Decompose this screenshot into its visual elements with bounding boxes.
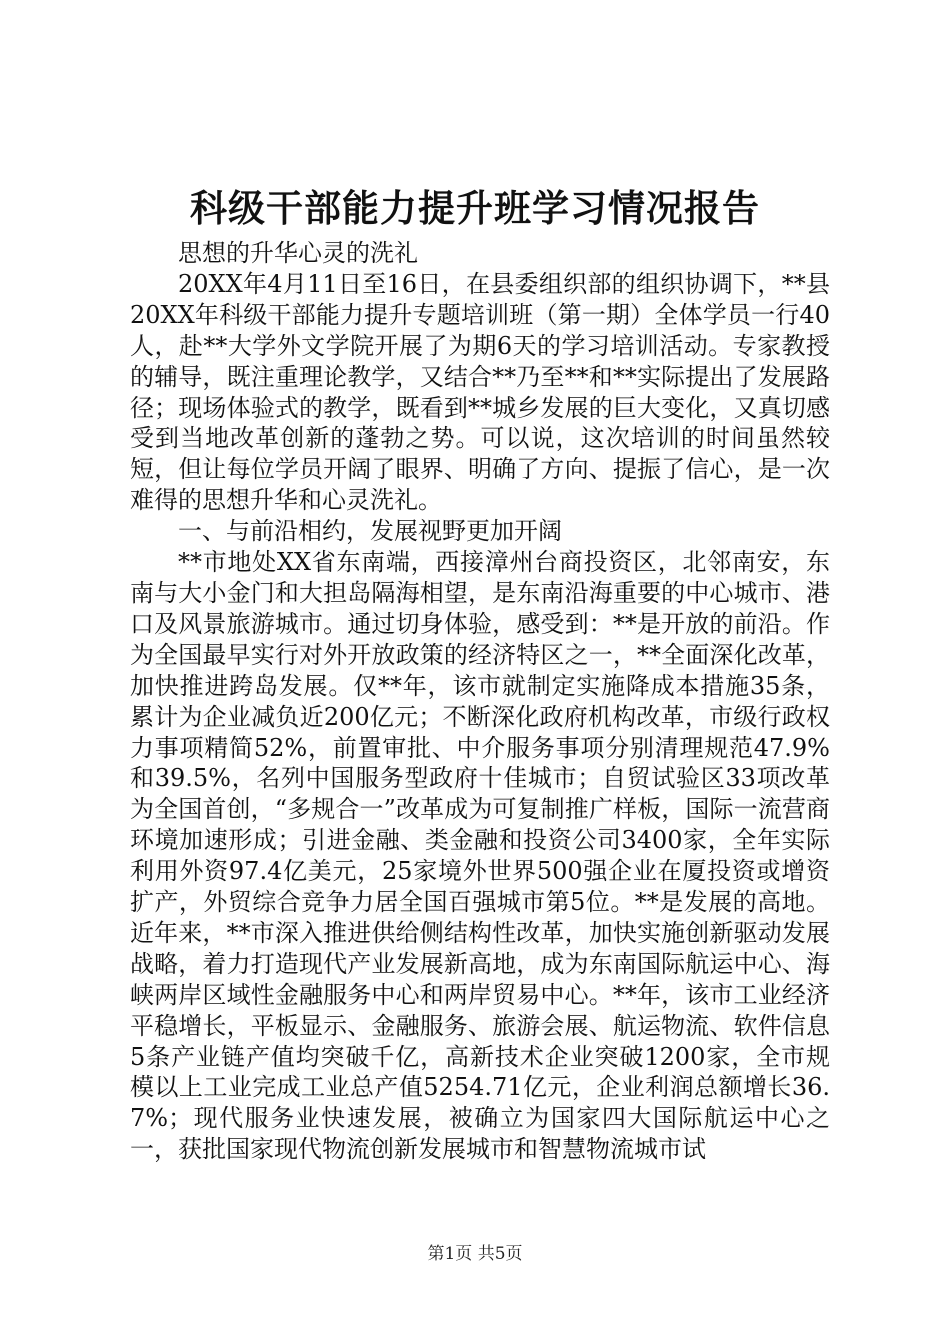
page-footer: 第1页 共5页 (427, 1244, 523, 1264)
document-title: 科级干部能力提升班学习情况报告 (190, 186, 760, 230)
intro-paragraph: 20XX年4月11日至16日，在县委组织部的组织协调下，**县20XX年科级干部能力提升专题培训班（第一期）全体学员一行40人，赴**大学外文学院开展了为期6天的学习培训活动。专家教授的辅导，既注重理论教学，又结合**乃至**和**实际提出了发展路径；现场体验式的教学，既看到**城乡发展的巨大变化，又真切感受到当地改革创新的蓬勃之势。可以说，这次培训的时间虽然较短，但让每位学员开阔了眼界、明确了方向、提振了信心，是一次难得的思想升华和心灵洗礼。 (130, 269, 830, 515)
subtitle-paragraph: 思想的升华心灵的洗礼 (178, 239, 418, 267)
document-body (130, 238, 830, 1165)
body-paragraph: **市地处XX省东南端，西接漳州台商投资区，北邻南安，东南与大小金门和大担岛隔海相望，是东南沿海重要的中心城市、港口及风景旅游城市。通过切身体验，感受到：**是开放的前沿。作为全国最早实行对外开放政策的经济特区之一，**全面深化改革，加快推进跨岛发展。仅**年，该市就制定实施降成本措施35条，累计为企业减负近200亿元；不断深化政府机构改革，市级行政权力事项精简52%，前置审批、中介服务事项分别清理规范47.9%和39.5%，名列中国服务型政府十佳城市；自贸试验区33项改革为全国首创，“多规合一”改革成为可复制推广样板，国际一流营商环境加速形成；引进金融、类金融和投资公司3400家，全年实际利用外资97.4亿美元，25家境外世界500强企业在厦投资或增资扩产，外贸综合竞争力居全国百强城市第5位。**是发展的高地。近年来，**市深入推进供给侧结构性改革，加快实施创新驱动发展战略，着力打造现代产业发展新高地，成为东南国际航运中心、海峡两岸区域性金融服务中心和两岸贸易中心。**年，该市工业经济平稳增长，平板显示、金融服务、旅游会展、航运物流、软件信息5条产业链产值均突破千亿，高新技术企业突破1200家，全市规模以上工业完成工业总产值5254.71亿元，企业利润总额增长36.7%；现代服务业快速发展，被确立为国家四大国际航运中心之一，获批国家现代物流创新发展城市和智慧物流城市试 (130, 548, 830, 1164)
section-heading: 一、与前沿相约，发展视野更加开阔 (178, 517, 562, 546)
